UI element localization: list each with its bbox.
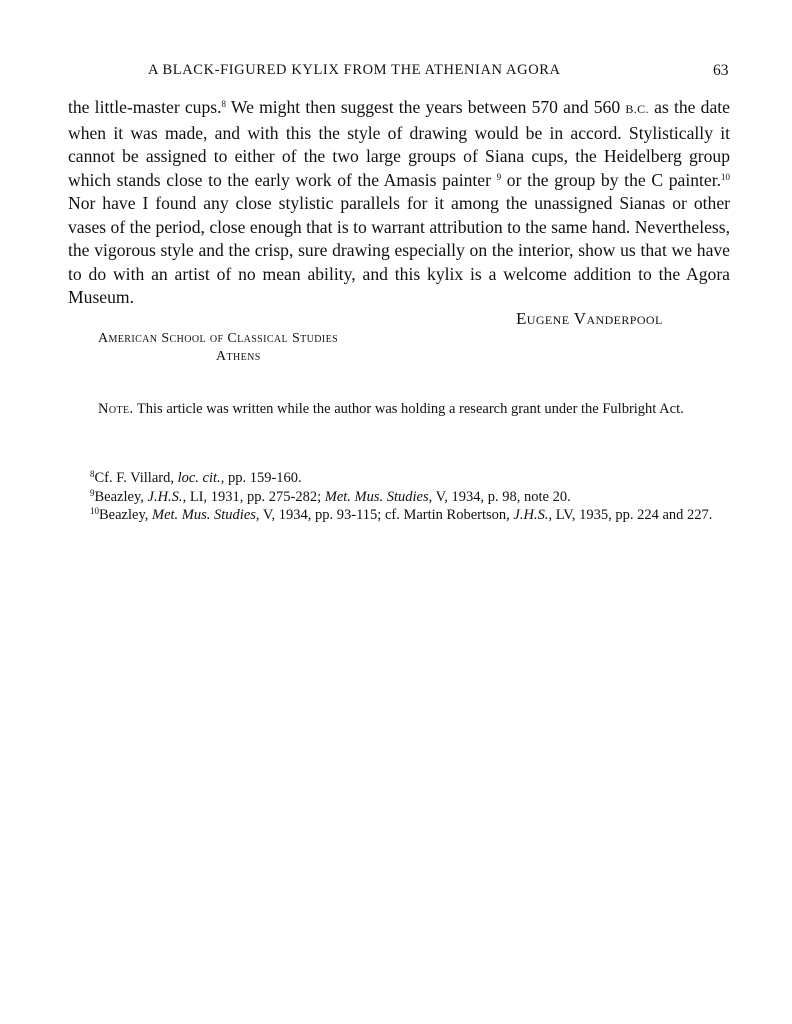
author-signature: Eugene Vanderpool (516, 309, 663, 328)
page-number: 63 (713, 62, 729, 79)
footnote-italic-text: Met. Mus. Studies (152, 507, 256, 523)
footnote-italic-text: Met. Mus. Studies (324, 488, 429, 505)
affiliation (98, 330, 388, 366)
footnote-text: Beazley, (99, 507, 153, 523)
footnote-text: Cf. F. Villard, (94, 470, 178, 486)
running-head: A BLACK-FIGURED KYLIX FROM THE ATHENIAN AGORA (148, 62, 561, 78)
footnote-ref-10[interactable]: 10 (721, 171, 730, 182)
author-note (52, 400, 728, 419)
footnote-ref-8[interactable]: 8 (221, 99, 227, 109)
body-text-segment: as the date when it was made, and with this the style of drawing would be in accord. Stylistically it cannot be assigned to either of the two large groups of Siana cups, the Heidelberg group which stands close to the early work of the Amasis painter (68, 97, 730, 190)
footnote-text: , V, 1934, pp. 93-115; cf. Martin Robertson, (255, 507, 514, 523)
body-paragraph (68, 96, 730, 310)
footnote (52, 488, 728, 507)
affiliation-institution: American School of Classical Studies (98, 331, 339, 346)
footnote-italic-text: J.H.S. (147, 488, 183, 505)
affiliation-city: Athens (216, 349, 261, 364)
footnote-text: , LI, 1931, pp. 275-282; (182, 488, 325, 505)
footnotes (52, 469, 728, 525)
footnote-italic-text: loc. cit. (177, 470, 221, 486)
body-text-segment: or the group by the C painter. (501, 169, 721, 190)
footnote-text: , LV, 1935, pp. 224 and 227. (548, 507, 713, 523)
body-text-segment: Nor have I found any close stylistic parallels for it among the unassigned Sianas or other vases of the period, close enough that is to warrant attribution to the same hand. Nevertheless, the vigorous style and the crisp, sure drawing especially on the interior, show us that we have to do with an artist of no mean ability, and this kylix is a welcome addition to the Agora Museum. (68, 193, 730, 307)
footnote (52, 506, 728, 525)
body-text-segment: the little-master cups. (68, 97, 222, 117)
note-label: Note. (98, 401, 134, 417)
body-text-segment: We might then suggest the years between 570 and 560 (226, 97, 626, 117)
footnote-text: Beazley, (94, 488, 148, 505)
note-text: This article was written while the author was holding a research grant under the Fulbright Act. (133, 401, 684, 417)
footnote (52, 469, 728, 488)
footnote-text: , V, 1934, p. 98, note 20. (428, 488, 571, 505)
era-abbreviation: B.C. (625, 102, 649, 116)
footnote-ref-9[interactable]: 9 (496, 171, 502, 182)
footnote-number: 9 (90, 487, 95, 498)
footnote-number: 8 (90, 469, 95, 479)
footnote-number: 10 (90, 506, 99, 516)
footnote-text: , pp. 159-160. (220, 470, 302, 486)
footnote-italic-text: J.H.S. (513, 507, 549, 523)
